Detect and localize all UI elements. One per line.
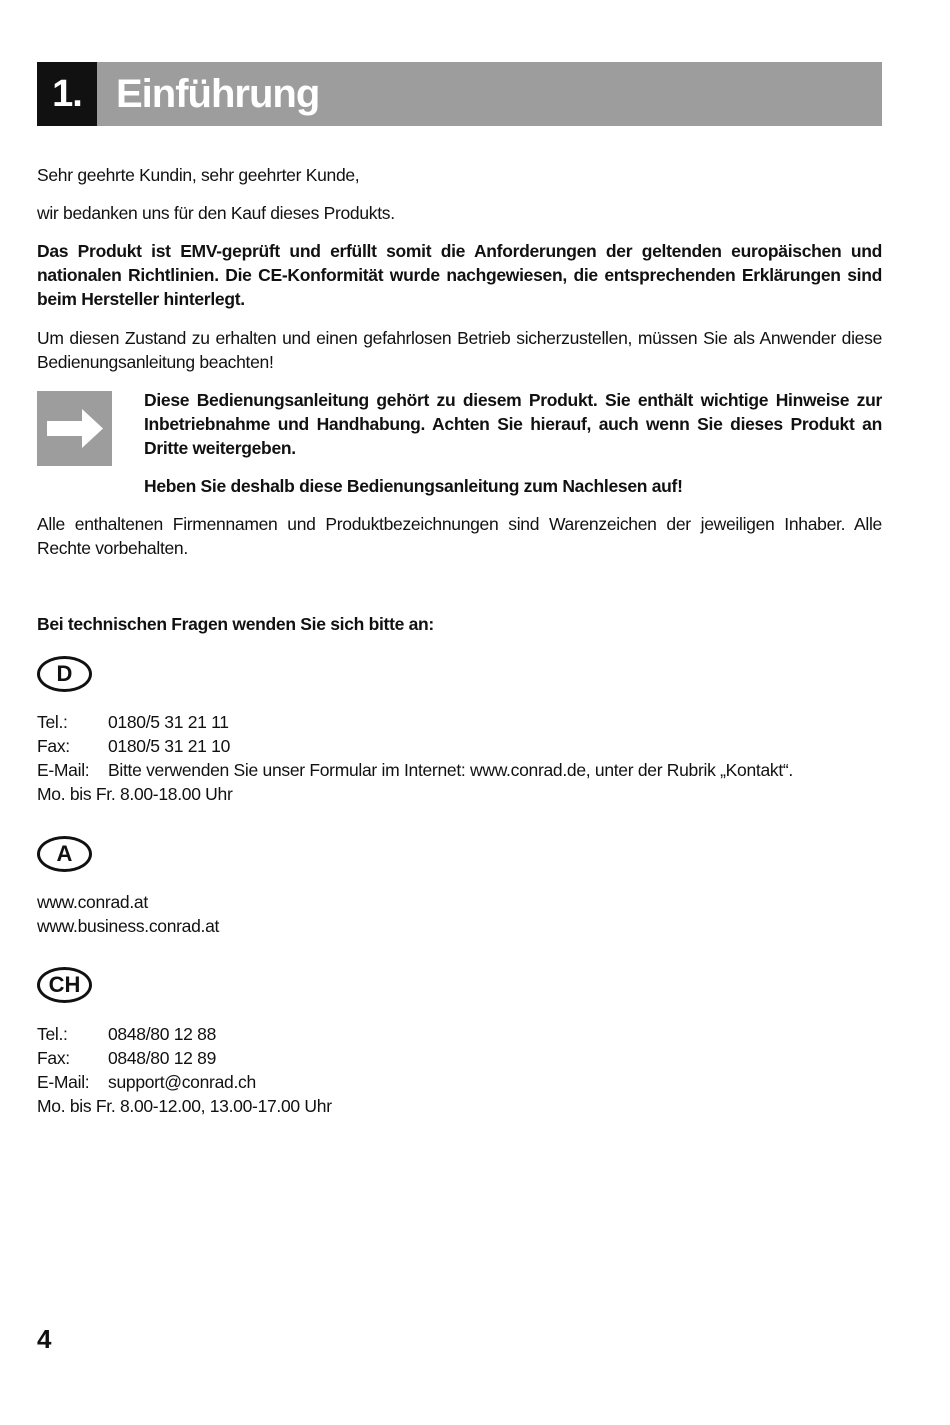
arrow-right-icon <box>37 391 112 466</box>
note-text: Diese Bedienungsanleitung gehört zu diesem Produkt. Sie enthält wichtige Hinweise zur Inbetriebnahme und Handhabung. Achten Sie hierauf, auch wenn Sie dieses Produkt an Dritte weitergeben. <box>144 390 882 458</box>
email-label: E-Mail: <box>37 760 90 780</box>
email-row <box>37 758 793 782</box>
business-website-link[interactable]: www.business.conrad.at <box>37 916 220 936</box>
fax-value: 0180/5 31 21 10 <box>108 736 231 756</box>
tel-row <box>37 1022 332 1046</box>
contact-germany <box>37 710 793 806</box>
thanks-text: wir bedanken uns für den Kauf dieses Produkts. <box>37 203 395 223</box>
email-row <box>37 1070 332 1094</box>
fax-value: 0848/80 12 89 <box>108 1048 217 1068</box>
contact-switzerland <box>37 1022 332 1118</box>
email-value: Bitte verwenden Sie unser Formular im Internet: www.conrad.de, unter der Rubrik „Kontakt“. <box>108 760 793 780</box>
email-label: E-Mail: <box>37 1072 90 1092</box>
tel-value: 0848/80 12 88 <box>108 1024 217 1044</box>
email-value[interactable]: support@conrad.ch <box>108 1072 256 1092</box>
page-number: 4 <box>37 1324 52 1354</box>
country-badge-switzerland: CH <box>37 967 92 1003</box>
hours: Mo. bis Fr. 8.00-12.00, 13.00-17.00 Uhr <box>37 1096 332 1116</box>
fax-label: Fax: <box>37 736 70 756</box>
safety-paragraph: Um diesen Zustand zu erhalten und einen gefahrlosen Betrieb sicherzustellen, müssen Sie als Anwender diese Bedienungsanleitung beachten! <box>37 328 882 372</box>
fax-row <box>37 1046 332 1070</box>
tel-row <box>37 710 793 734</box>
keep-manual-text: Heben Sie deshalb diese Bedienungsanleitung zum Nachlesen auf! <box>144 476 683 496</box>
tel-value: 0180/5 31 21 11 <box>108 712 229 732</box>
section-title: Einführung <box>97 62 882 126</box>
hours: Mo. bis Fr. 8.00-18.00 Uhr <box>37 784 233 804</box>
section-number: 1. <box>37 62 97 126</box>
tel-label: Tel.: <box>37 712 68 732</box>
salutation: Sehr geehrte Kundin, sehr geehrter Kunde, <box>37 165 360 185</box>
emv-paragraph: Das Produkt ist EMV-geprüft und erfüllt somit die Anforderungen der geltenden europäischen und nationalen Richtlinien. Die CE-Konformität wurde nachgewiesen, die entsprechenden Erklärungen sind beim Hersteller hinterlegt. <box>37 241 882 309</box>
website-link[interactable]: www.conrad.at <box>37 892 148 912</box>
section-heading <box>37 62 882 126</box>
trademarks-paragraph: Alle enthaltenen Firmennamen und Produktbezeichnungen sind Warenzeichen der jeweiligen Inhaber. Alle Rechte vorbehalten. <box>37 514 882 558</box>
contact-austria <box>37 890 219 938</box>
country-badge-germany: D <box>37 656 92 692</box>
fax-label: Fax: <box>37 1048 70 1068</box>
fax-row <box>37 734 793 758</box>
support-heading: Bei technischen Fragen wenden Sie sich bitte an: <box>37 614 434 634</box>
country-badge-austria: A <box>37 836 92 872</box>
tel-label: Tel.: <box>37 1024 68 1044</box>
